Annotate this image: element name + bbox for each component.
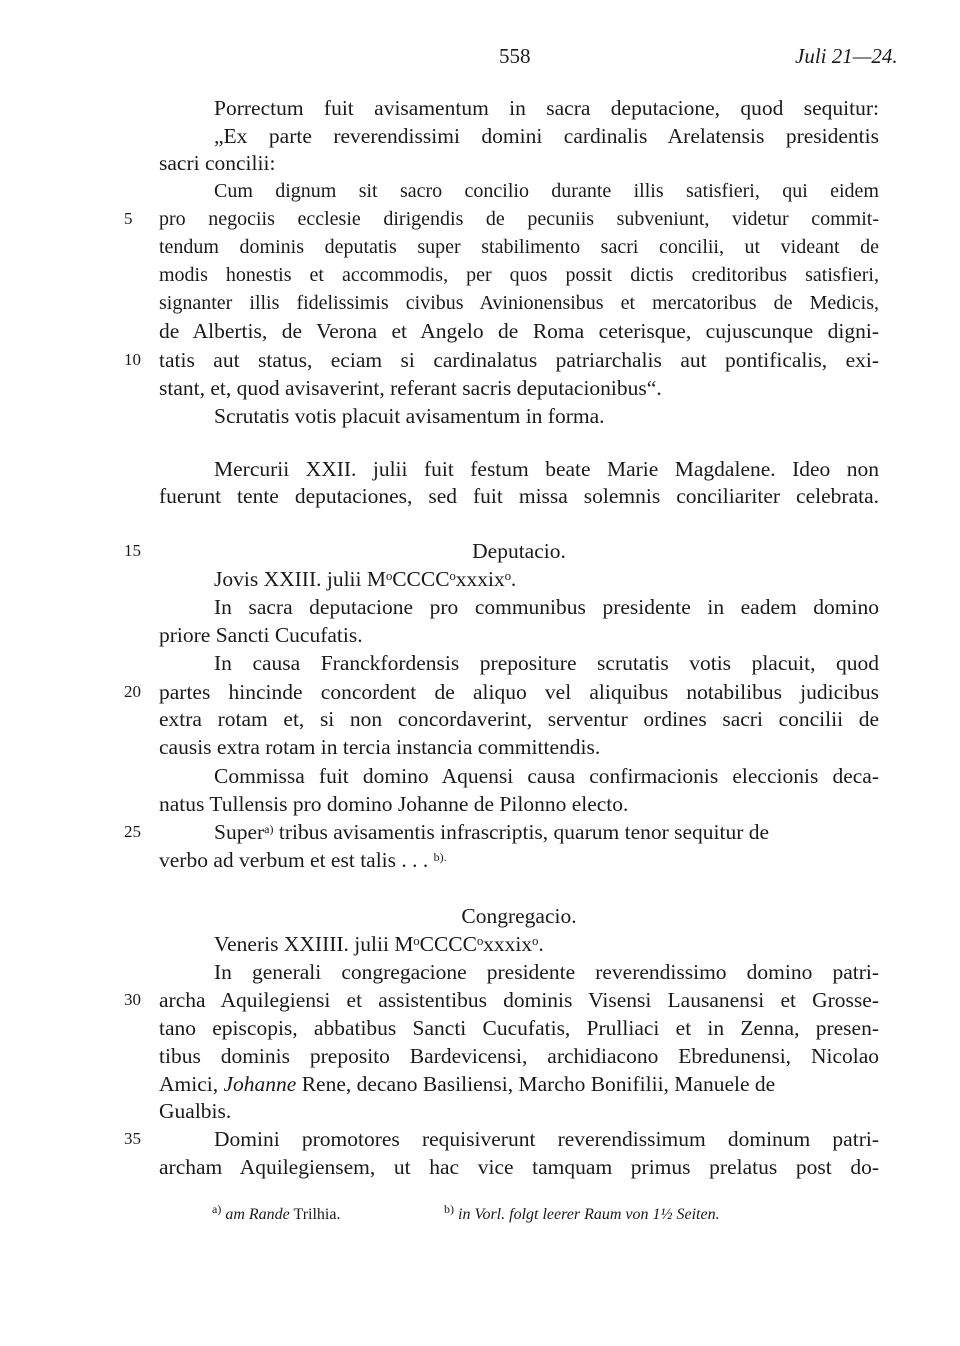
- text-line: causis extra rotam in tercia instancia committendis.: [159, 735, 601, 759]
- line-number: 30: [124, 990, 141, 1009]
- text-fragment: Rene, decano Basiliensi, Marcho Bonifilii, Manuele de: [301, 1072, 776, 1096]
- text-line: Porrectum fuit avisamentum in sacra deputacione, quod sequitur:: [214, 96, 879, 120]
- footnote-a-word: Trilhia.: [293, 1206, 341, 1223]
- line-number: 15: [124, 541, 141, 560]
- text-line: sacri concilii:: [159, 151, 276, 175]
- text-line: signanter illis fidelissimis civibus Avinionensibus et mercatoribus de Medicis,: [159, 292, 879, 314]
- text-line: pro negociis ecclesie dirigendis de pecuniis subveniunt, videtur commit-: [159, 208, 879, 230]
- text-line: fuerunt tente deputaciones, sed fuit missa solemnis conciliariter celebrata.: [159, 484, 879, 508]
- line-number: 25: [124, 822, 141, 841]
- date-line: Jovis XXIII. julii MᵒCCCCᵒxxxixᵒ.: [214, 567, 517, 591]
- section-heading: Congregacio.: [461, 904, 577, 928]
- line-number: 20: [124, 682, 141, 701]
- text-line: Domini promotores requisiverunt reverendissimum dominum patri-: [214, 1127, 879, 1151]
- text-line: extra rotam et, si non concordaverint, serventur ordines sacri concilii de: [159, 707, 879, 731]
- line-number: 5: [124, 209, 133, 228]
- text-line: archa Aquilegiensi et assistentibus dominis Visensi Lausanensi et Grosse-: [159, 988, 879, 1012]
- text-line: tano episcopis, abbatibus Sancti Cucufatis, Prulliaci et in Zenna, presen-: [159, 1016, 879, 1040]
- text-fragment: Super: [214, 820, 265, 844]
- text-line: [214, 818, 879, 846]
- text-line: Cum dignum sit sacro concilio durante illis satisfieri, qui eidem: [214, 180, 879, 202]
- text-line: In sacra deputacione pro communibus presidente in eadem domino: [214, 595, 879, 619]
- text-line: modis honestis et accommodis, per quos possit dictis creditoribus satisfieri,: [159, 264, 879, 286]
- footnote-a-mark: a): [212, 1202, 222, 1216]
- text-line: Commissa fuit domino Aquensi causa confirmacionis eleccionis deca-: [214, 764, 879, 788]
- footnotes: [212, 1202, 720, 1224]
- footnote-mark: b).: [433, 850, 447, 864]
- text-line: stant, et, quod avisaverint, referant sacris deputacionibus“.: [159, 376, 662, 400]
- text-line: „Ex parte reverendissimi domini cardinalis Arelatensis presidentis: [214, 124, 879, 148]
- text-line: [159, 846, 879, 874]
- text-line: tatis aut status, eciam si cardinalatus patriarchalis aut pontificalis, exi-: [159, 348, 879, 372]
- text-line: Scrutatis votis placuit avisamentum in forma.: [214, 404, 605, 428]
- text-fragment: tribus avisamentis infrascriptis, quarum tenor sequitur de: [278, 820, 770, 844]
- running-head: Juli 21—24.: [795, 44, 898, 68]
- footnote-mark: a): [264, 822, 274, 836]
- line-number: 35: [124, 1129, 141, 1148]
- text-line: natus Tullensis pro domino Johanne de Pilonno electo.: [159, 792, 629, 816]
- line-number: 10: [124, 350, 141, 369]
- text-line: tibus dominis preposito Bardevicensi, archidiacono Ebredunensi, Nicolao: [159, 1044, 879, 1068]
- footnote-a-text: am Rande: [225, 1206, 290, 1223]
- footnote-b-text: in Vorl. folgt leerer Raum von 1½ Seiten.: [458, 1206, 720, 1223]
- text-line: In causa Franckfordensis prepositure scrutatis votis placuit, quod: [214, 651, 879, 675]
- italic-name: Johanne: [223, 1072, 297, 1096]
- text-line: Mercurii XXII. julii fuit festum beate Marie Magdalene. Ideo non: [214, 457, 879, 481]
- footnote-a: [212, 1202, 341, 1223]
- text-fragment: Amici,: [159, 1072, 219, 1096]
- text-line: Gualbis.: [159, 1099, 232, 1123]
- footnote-b: [444, 1202, 720, 1224]
- date-line: Veneris XXIIII. julii MᵒCCCCᵒxxxixᵒ.: [214, 932, 544, 956]
- text-line: partes hincinde concordent de aliquo vel aliquibus notabilibus judicibus: [159, 680, 879, 704]
- text-line: tendum dominis deputatis super stabilimento sacri concilii, ut videant de: [159, 236, 879, 258]
- text-line: de Albertis, de Verona et Angelo de Roma ceterisque, cujuscunque digni-: [159, 319, 879, 343]
- footnote-b-mark: b): [444, 1202, 454, 1216]
- text-line: priore Sancti Cucufatis.: [159, 623, 363, 647]
- section-heading: Deputacio.: [472, 539, 566, 563]
- page-number: 558: [499, 44, 531, 68]
- text-line: In generali congregacione presidente reverendissimo domino patri-: [214, 960, 879, 984]
- text-line: archam Aquilegiensem, ut hac vice tamquam primus prelatus post do-: [159, 1155, 879, 1179]
- text-line: [159, 1070, 879, 1098]
- text-fragment: verbo ad verbum et est talis . . .: [159, 848, 429, 872]
